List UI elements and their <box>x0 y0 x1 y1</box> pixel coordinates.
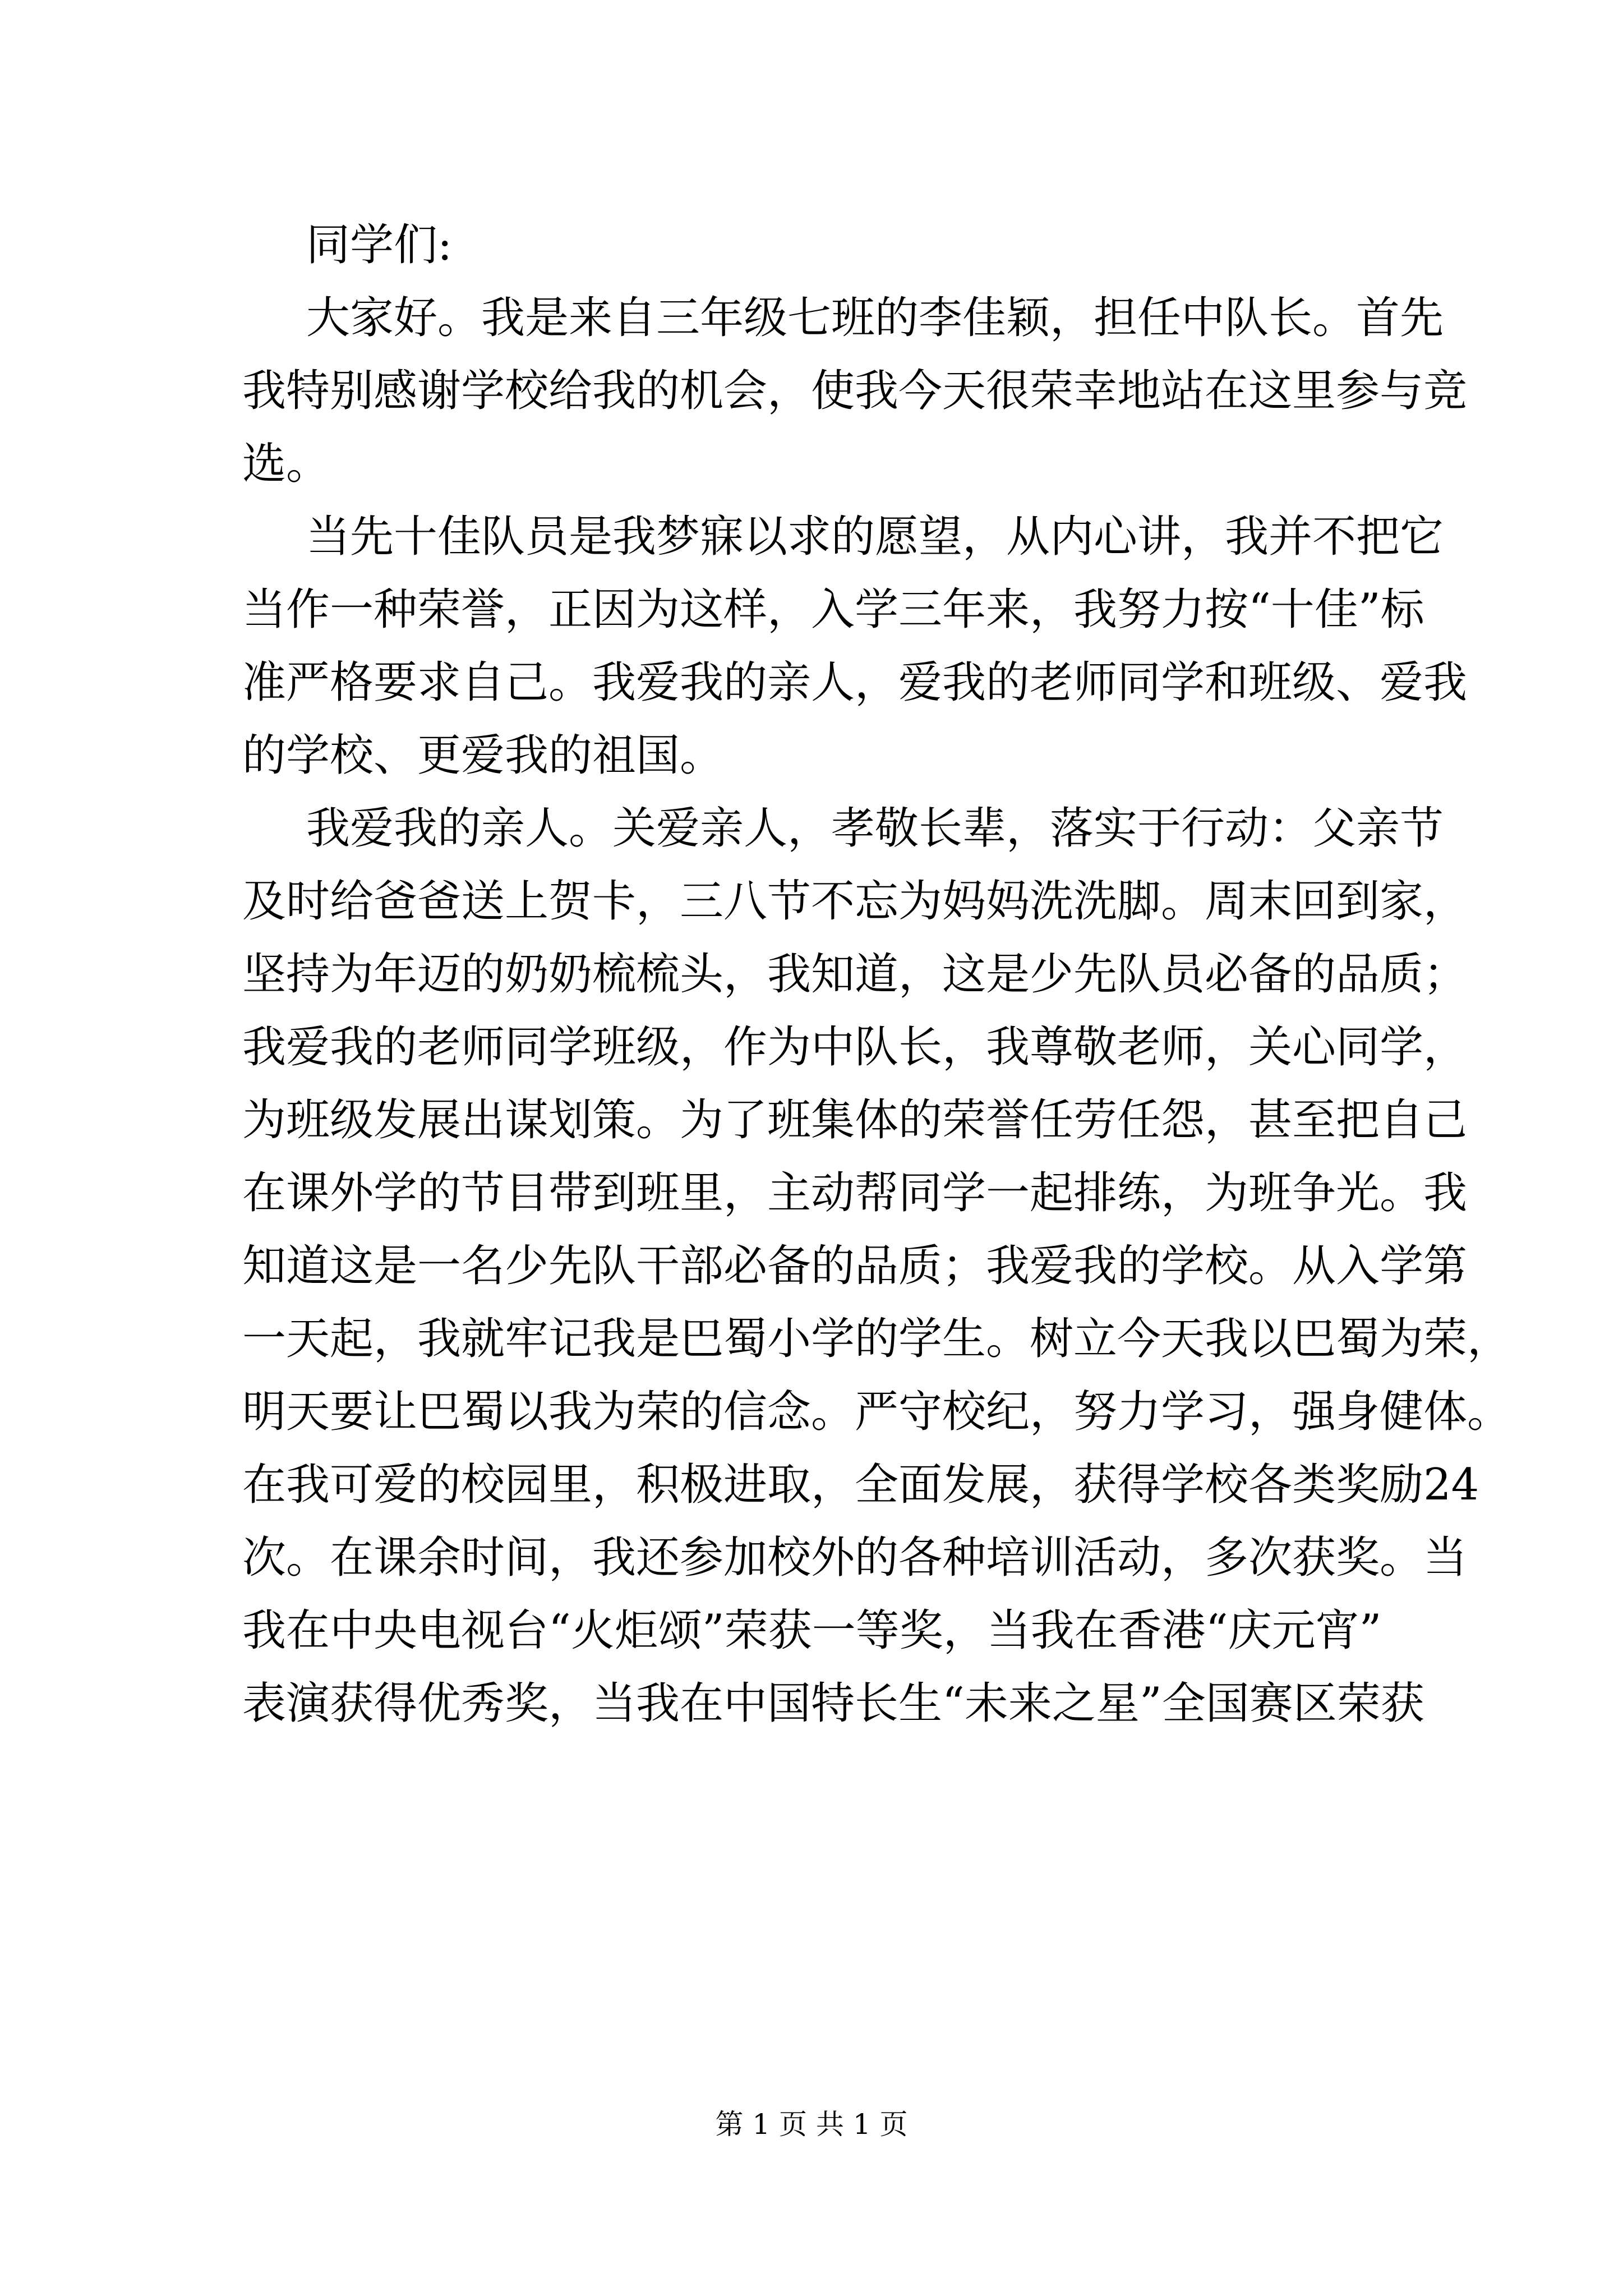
text-line: 我爱我的亲人。关爱亲人，孝敬长辈，落实于行动：父亲节 <box>306 803 1444 854</box>
text-line: 我特别感谢学校给我的机会，使我今天很荣幸地站在这里参与竞 <box>242 366 1468 416</box>
text-line: 知道这是一名少先队干部必备的品质；我爱我的学校。从入学第 <box>242 1241 1468 1291</box>
text-line: 及时给爸爸送上贺卡，三八节不忘为妈妈洗洗脚。周末回到家， <box>242 876 1468 927</box>
text-line: 在我可爱的校园里，积极进取，全面发展，获得学校各类奖励24 <box>242 1460 1479 1510</box>
text-line: 我爱我的老师同学班级，作为中队长，我尊敬老师，关心同学， <box>242 1022 1468 1073</box>
text-line: 的学校、更爱我的祖国。 <box>242 730 724 781</box>
text-line: 当先十佳队员是我梦寐以求的愿望，从内心讲，我并不把它 <box>306 512 1444 562</box>
salutation-line: 同学们: <box>306 220 453 270</box>
text-line: 次。在课余时间，我还参加校外的各种培训活动，多次获奖。当 <box>242 1533 1468 1583</box>
text-line: 选。 <box>242 439 330 489</box>
text-line: 我在中央电视台“火炬颂”荣获一等奖，当我在香港“庆元宵” <box>242 1605 1382 1656</box>
text-line: 坚持为年迈的奶奶梳梳头，我知道，这是少先队员必备的品质； <box>242 949 1468 1000</box>
text-line: 大家好。我是来自三年级七班的李佳颖，担任中队长。首先 <box>306 293 1444 343</box>
text-line: 当作一种荣誉，正因为这样，入学三年来，我努力按“十佳”标 <box>242 585 1424 635</box>
text-line: 准严格要求自己。我爱我的亲人，爱我的老师同学和班级、爱我 <box>242 657 1468 708</box>
text-line: 表演获得优秀奖，当我在中国特长生“未来之星”全国赛区荣获 <box>242 1678 1424 1729</box>
text-line: 一天起，我就牢记我是巴蜀小学的学生。树立今天我以巴蜀为荣， <box>242 1314 1511 1364</box>
text-line: 为班级发展出谋划策。为了班集体的荣誉任劳任怨，甚至把自己 <box>242 1095 1468 1145</box>
text-line: 在课外学的节目带到班里，主动帮同学一起排练，为班争光。我 <box>242 1168 1468 1218</box>
page-footer: 第 1 页 共 1 页 <box>715 2108 908 2141</box>
text-line: 明天要让巴蜀以我为荣的信念。严守校纪，努力学习，强身健体。 <box>242 1387 1511 1437</box>
